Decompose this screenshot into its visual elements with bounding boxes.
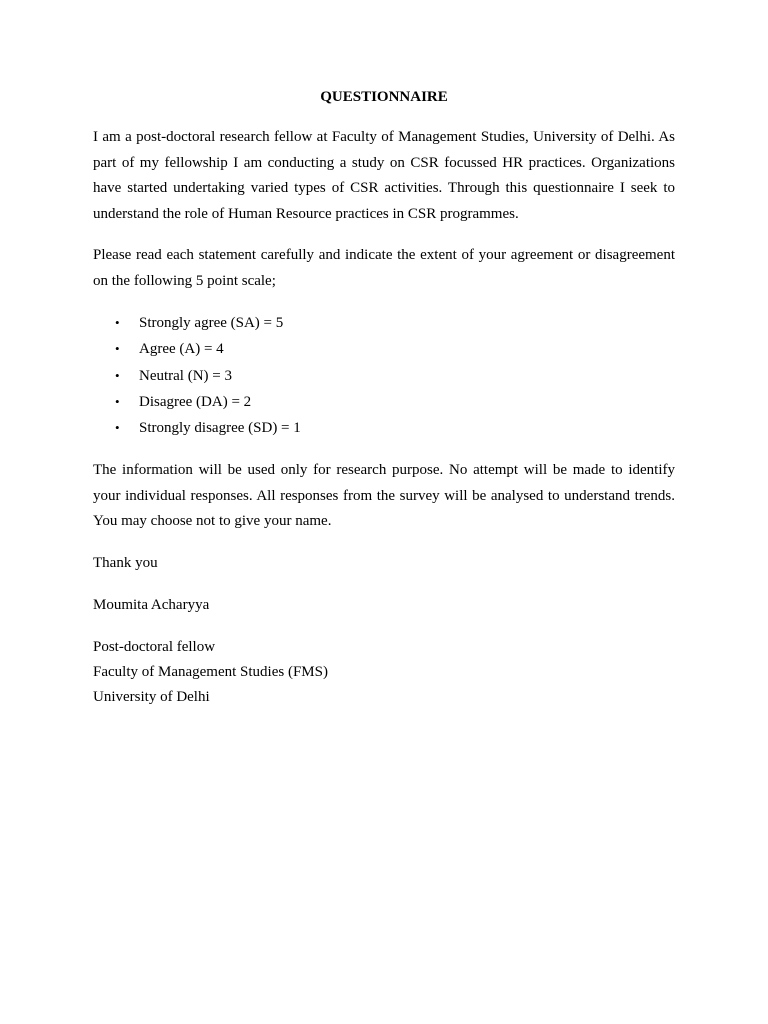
intro-paragraph: I am a post-doctoral research fellow at Faculty of Management Studies, University of Delhi. As part of my fellowship I am conducting a study on CSR focussed HR practices. Organizations have started undertaking varied types of CSR activities. Through this questionnaire I seek to understand the role of Human Resource practices in CSR programmes. <box>93 129 675 222</box>
author-institution: University of Delhi <box>93 688 210 705</box>
scale-item-neutral <box>93 363 675 389</box>
scale-item-strongly-agree <box>93 310 675 336</box>
author-department: Faculty of Management Studies (FMS) <box>93 663 328 680</box>
scale-item-agree <box>93 336 675 362</box>
scale-item-label: Agree (A) = 4 <box>139 341 224 358</box>
document-body <box>93 88 675 710</box>
scale-item-label: Strongly disagree (SD) = 1 <box>139 420 301 437</box>
rating-scale-list <box>93 310 675 441</box>
document-title: QUESTIONNAIRE <box>320 89 448 105</box>
privacy-paragraph: The information will be used only for research purpose. No attempt will be made to identify your individual responses. All responses from the survey will be analysed to understand trends. You may choose not to give your name. <box>93 462 675 530</box>
scale-item-label: Strongly agree (SA) = 5 <box>139 315 284 331</box>
closing-thanks: Thank you <box>93 554 158 571</box>
signature-block <box>93 635 675 710</box>
scale-item-label: Neutral (N) = 3 <box>139 367 233 384</box>
bullet-icon: • <box>115 393 120 409</box>
scale-item-label: Disagree (DA) = 2 <box>139 393 252 410</box>
bullet-icon: • <box>115 341 120 357</box>
instructions-paragraph: Please read each statement carefully and indicate the extent of your agreement or disagreement on the following 5 point scale; <box>93 247 675 289</box>
bullet-icon: • <box>115 367 120 383</box>
author-position: Post-doctoral fellow <box>93 638 216 655</box>
bullet-icon: • <box>115 420 120 436</box>
bullet-icon: • <box>115 315 120 330</box>
scale-item-strongly-disagree <box>93 415 675 441</box>
scale-item-disagree <box>93 389 675 415</box>
author-name: Moumita Acharyya <box>93 596 210 613</box>
